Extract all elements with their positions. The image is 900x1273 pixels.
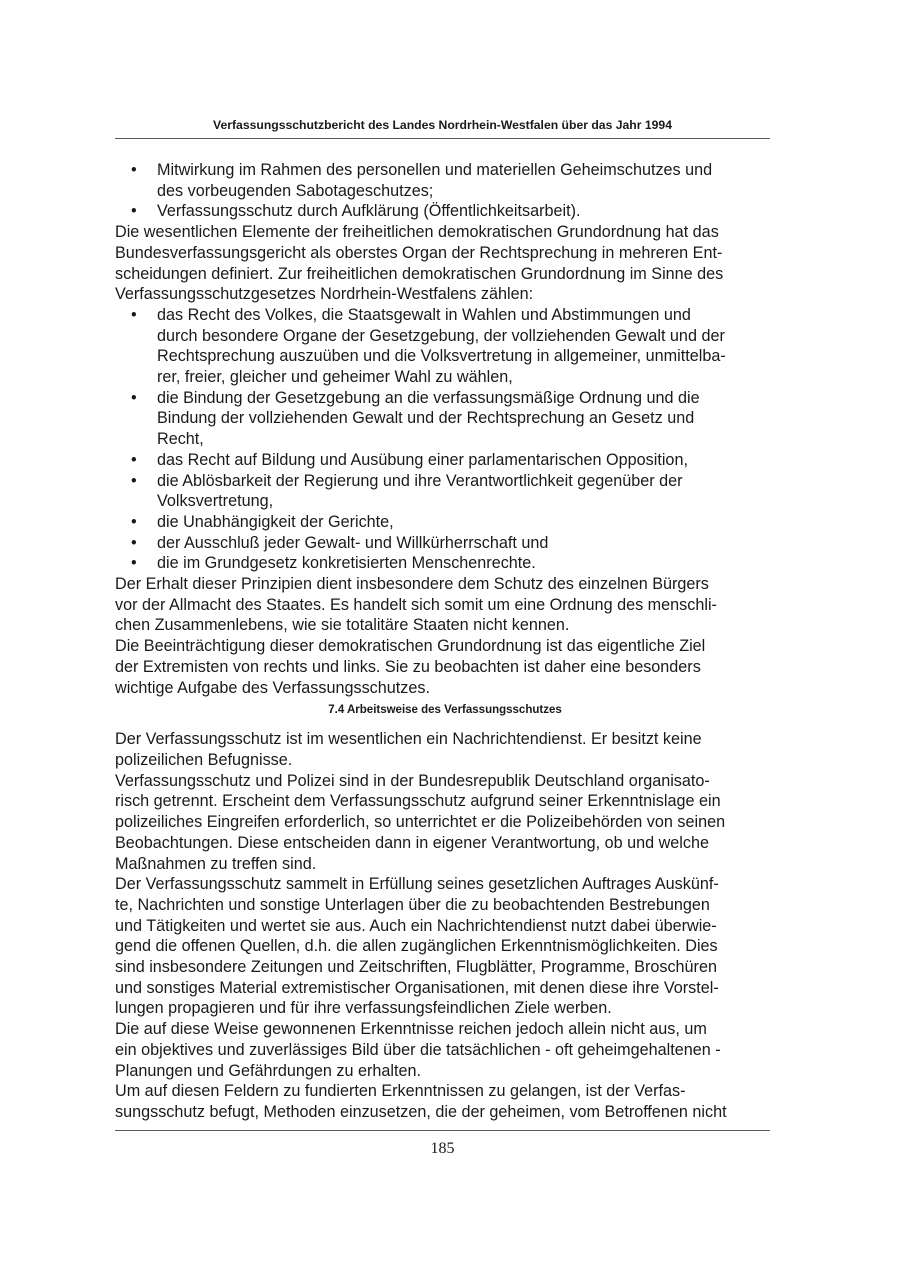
running-header: Verfassungsschutzbericht des Landes Nordrhein-Westfalen über das Jahr 1994 xyxy=(213,118,672,132)
text-line: sind insbesondere Zeitungen und Zeitschriften, Flugblätter, Programme, Broschüren xyxy=(115,958,717,977)
text-line: scheidungen definiert. Zur freiheitlichen demokratischen Grundordnung im Sinne des xyxy=(115,264,724,283)
text-line: die Ablösbarkeit der Regierung und ihre Verantwortlichkeit gegenüber der xyxy=(157,471,683,490)
text-line: Der Verfassungsschutz ist im wesentlichen ein Nachrichtendienst. Er besitzt keine xyxy=(115,730,702,749)
text-line: Der Erhalt dieser Prinzipien dient insbesondere dem Schutz des einzelnen Bürgers xyxy=(115,575,709,594)
principles-bullet-list xyxy=(115,305,775,574)
text-line: Die auf diese Weise gewonnenen Erkenntnisse reichen jedoch allein nicht aus, um xyxy=(115,1020,707,1039)
bullet-item xyxy=(115,388,775,450)
text-line: Verfassungsschutzgesetzes Nordrhein-Westfalens zählen: xyxy=(115,285,534,304)
paragraph-erhalt xyxy=(115,574,775,636)
text-line: ein objektives und zuverlässiges Bild über die tatsächlichen - oft geheimgehaltenen - xyxy=(115,1040,721,1059)
bullet-icon: • xyxy=(131,554,137,573)
text-line: Rechtsprechung auszuüben und die Volksvertretung in allgemeiner, unmittelba- xyxy=(157,347,726,366)
paragraph-methoden xyxy=(115,1081,775,1122)
text-line: sungsschutz befugt, Methoden einzusetzen, die der geheimen, vom Betroffenen nicht xyxy=(115,1102,727,1121)
text-line: und sonstiges Material extremistischer Organisationen, mit denen diese ihre Vorstel- xyxy=(115,978,719,997)
text-line: wichtige Aufgabe des Verfassungsschutzes. xyxy=(115,678,430,697)
bullet-icon: • xyxy=(131,305,137,324)
paragraph-elements xyxy=(115,222,775,305)
text-line: Die wesentlichen Elemente der freiheitlichen demokratischen Grundordnung hat das xyxy=(115,223,719,242)
text-line: das Recht des Volkes, die Staatsgewalt in Wahlen und Abstimmungen und xyxy=(157,305,691,324)
paragraph-nachrichtendienst xyxy=(115,729,775,770)
text-line: polizeiliches Eingreifen erforderlich, so unterrichtet er die Polizeibehörden von seinen xyxy=(115,813,726,832)
bullet-icon: • xyxy=(131,512,137,531)
bullet-item xyxy=(115,553,775,574)
text-line: Um auf diesen Feldern zu fundierten Erkenntnissen zu gelangen, ist der Verfas- xyxy=(115,1082,686,1101)
text-line: der Ausschluß jeder Gewalt- und Willkürherrschaft und xyxy=(157,533,549,552)
bullet-item xyxy=(115,305,775,388)
header-rule xyxy=(115,138,770,139)
paragraph-sammelt xyxy=(115,874,775,1019)
bullet-item xyxy=(115,533,775,554)
text-line: polizeilichen Befugnisse. xyxy=(115,750,293,769)
text-line: te, Nachrichten und sonstige Unterlagen über die zu beobachtenden Bestrebungen xyxy=(115,895,710,914)
text-line: des vorbeugenden Sabotageschutzes; xyxy=(157,181,434,200)
paragraph-beeintraechtigung xyxy=(115,636,775,698)
text-line: Mitwirkung im Rahmen des personellen und materiellen Geheimschutzes und xyxy=(157,161,713,179)
bullet-item xyxy=(115,471,775,512)
text-line: das Recht auf Bildung und Ausübung einer parlamentarischen Opposition, xyxy=(157,450,688,469)
bullet-icon: • xyxy=(131,471,137,490)
text-line: die Bindung der Gesetzgebung an die verfassungsmäßige Ordnung und die xyxy=(157,388,700,407)
bullet-item xyxy=(115,450,775,471)
text-line: die im Grundgesetz konkretisierten Menschenrechte. xyxy=(157,554,536,573)
text-line: Maßnahmen zu treffen sind. xyxy=(115,854,317,873)
text-line: Beobachtungen. Diese entscheiden dann in eigener Verantwortung, ob und welche xyxy=(115,833,709,852)
intro-bullet-list xyxy=(115,160,775,222)
bullet-item xyxy=(115,512,775,533)
text-line: die Unabhängigkeit der Gerichte, xyxy=(157,512,394,531)
text-line: risch getrennt. Erscheint dem Verfassungsschutz aufgrund seiner Erkenntnislage ein xyxy=(115,792,721,811)
bullet-icon: • xyxy=(131,161,137,179)
section-heading: 7.4 Arbeitsweise des Verfassungsschutzes xyxy=(328,704,562,717)
paragraph-erkenntnisse xyxy=(115,1019,775,1081)
text-line: vor der Allmacht des Staates. Es handelt sich somit um eine Ordnung des menschli- xyxy=(115,595,717,614)
text-line: lungen propagieren und für ihre verfassungsfeindlichen Ziele werben. xyxy=(115,999,612,1018)
text-line: Verfassungsschutz und Polizei sind in der Bundesrepublik Deutschland organisato- xyxy=(115,771,710,790)
text-line: durch besondere Organe der Gesetzgebung, der vollziehenden Gewalt und der xyxy=(157,326,725,345)
paragraph-polizei xyxy=(115,771,775,875)
text-line: Der Verfassungsschutz sammelt in Erfüllung seines gesetzlichen Auftrages Auskünf- xyxy=(115,875,719,894)
bullet-icon: • xyxy=(131,533,137,552)
text-line: Bindung der vollziehenden Gewalt und der Rechtsprechung an Gesetz und xyxy=(157,409,695,428)
footer-rule xyxy=(115,1130,770,1131)
text-line: Verfassungsschutz durch Aufklärung (Öffentlichkeitsarbeit). xyxy=(157,202,581,221)
text-line: Planungen und Gefährdungen zu erhalten. xyxy=(115,1061,422,1080)
text-line: gend die offenen Quellen, d.h. die allen zugänglichen Erkenntnismöglichkeiten. Dies xyxy=(115,937,718,956)
bullet-icon: • xyxy=(131,202,137,221)
text-line: Die Beeinträchtigung dieser demokratischen Grundordnung ist das eigentliche Ziel xyxy=(115,637,706,656)
text-line: der Extremisten von rechts und links. Sie zu beobachten ist daher eine besonders xyxy=(115,657,701,676)
text-line: Recht, xyxy=(157,430,204,449)
bullet-icon: • xyxy=(131,450,137,469)
bullet-item xyxy=(115,201,775,222)
text-line: Bundesverfassungsgericht als oberstes Organ der Rechtsprechung in mehreren Ent- xyxy=(115,243,723,262)
text-line: rer, freier, gleicher und geheimer Wahl zu wählen, xyxy=(157,368,513,387)
bullet-icon: • xyxy=(131,388,137,407)
text-line: und Tätigkeiten und wertet sie aus. Auch ein Nachrichtendienst nutzt dabei überwie- xyxy=(115,916,717,935)
text-line: Volksvertretung, xyxy=(157,492,274,511)
text-line: chen Zusammenlebens, wie sie totalitäre Staaten nicht kennen. xyxy=(115,616,570,635)
page-number: 185 xyxy=(430,1140,455,1157)
page-body xyxy=(115,160,775,1123)
bullet-item xyxy=(115,160,775,201)
